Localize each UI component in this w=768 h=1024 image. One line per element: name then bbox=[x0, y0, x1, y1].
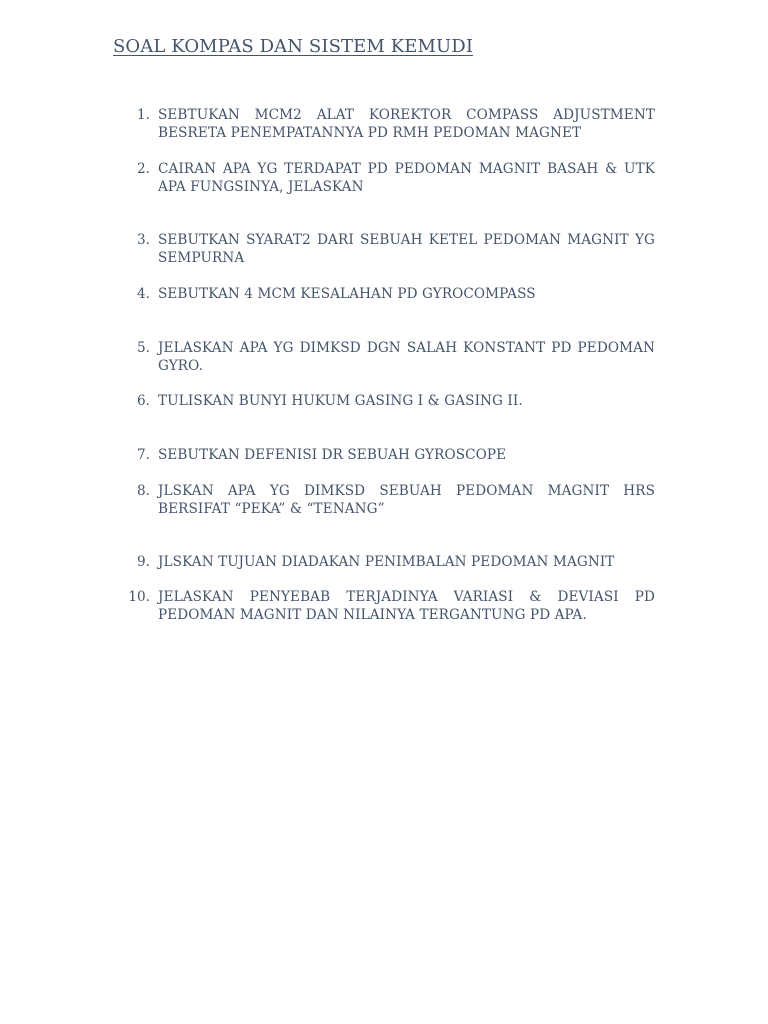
question-number: 2. bbox=[137, 161, 150, 177]
question-text: SEBTUKAN MCM2 ALAT KOREKTOR COMPASS ADJUSTMENT BESRETA PENEMPATANNYA PD RMH PEDOMAN MAGNET bbox=[158, 107, 655, 141]
question-number: 1. bbox=[137, 107, 150, 123]
document-title: SOAL KOMPAS DAN SISTEM KEMUDI bbox=[113, 36, 474, 57]
question-text: CAIRAN APA YG TERDAPAT PD PEDOMAN MAGNIT BASAH & UTK APA FUNGSINYA, JELASKAN bbox=[158, 161, 655, 195]
question-number: 3. bbox=[137, 232, 150, 248]
question-text: SEBUTKAN 4 MCM KESALAHAN PD GYROCOMPASS bbox=[158, 286, 536, 302]
question-text: TULISKAN BUNYI HUKUM GASING I & GASING II. bbox=[158, 393, 523, 409]
question-text: SEBUTKAN SYARAT2 DARI SEBUAH KETEL PEDOMAN MAGNIT YG SEMPURNA bbox=[158, 232, 655, 266]
question-text: JELASKAN PENYEBAB TERJADINYA VARIASI & DEVIASI PD PEDOMAN MAGNIT DAN NILAINYA TERGANTUNG PD APA. bbox=[158, 589, 655, 623]
question-text: JLSKAN TUJUAN DIADAKAN PENIMBALAN PEDOMAN MAGNIT bbox=[158, 554, 615, 570]
question-number: 5. bbox=[137, 340, 150, 356]
question-text: JLSKAN APA YG DIMKSD SEBUAH PEDOMAN MAGNIT HRS BERSIFAT “PEKA” & “TENANG” bbox=[158, 483, 655, 517]
question-text: SEBUTKAN DEFENISI DR SEBUAH GYROSCOPE bbox=[158, 447, 507, 463]
question-number: 7. bbox=[137, 447, 150, 463]
question-number: 10. bbox=[128, 589, 150, 605]
question-number: 6. bbox=[137, 393, 150, 409]
question-number: 8. bbox=[137, 483, 150, 499]
question-text: JELASKAN APA YG DIMKSD DGN SALAH KONSTANT PD PEDOMAN GYRO. bbox=[158, 340, 655, 374]
question-number: 4. bbox=[137, 286, 150, 302]
question-number: 9. bbox=[137, 554, 150, 570]
